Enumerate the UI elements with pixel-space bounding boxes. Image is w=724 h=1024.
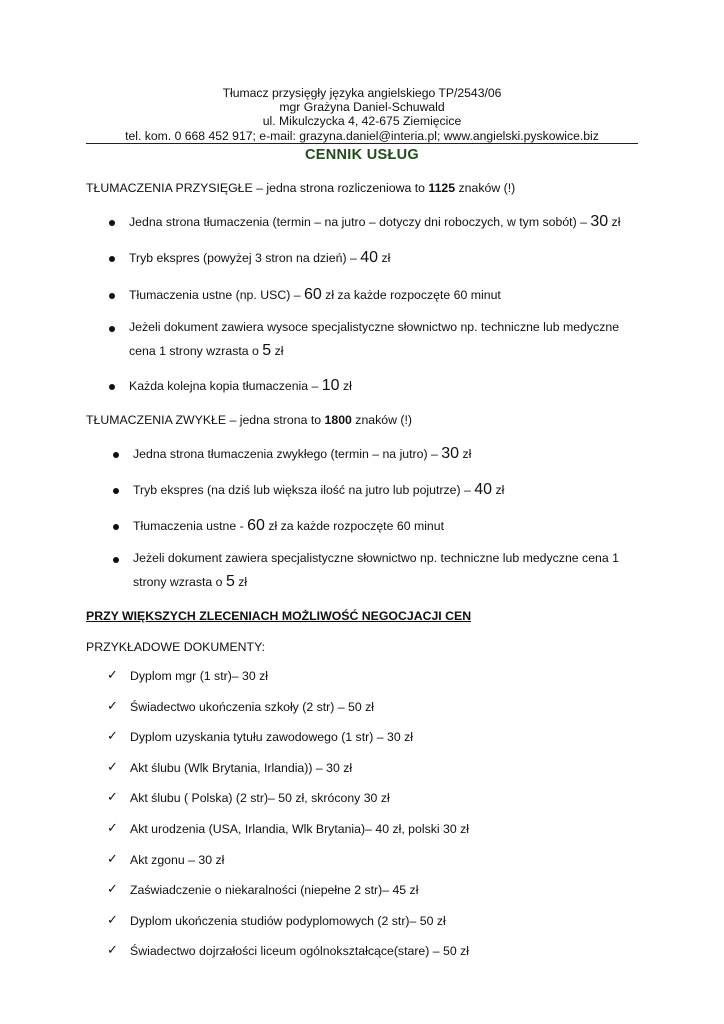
item-unit: zł bbox=[339, 379, 352, 393]
sworn-item-specialist-cont bbox=[129, 342, 284, 360]
page-title: CENNIK USŁUG bbox=[305, 147, 419, 163]
regular-item-specialist-cont bbox=[133, 573, 247, 591]
item-unit: zł bbox=[234, 575, 248, 589]
checkmark-icon: ✓ bbox=[107, 759, 118, 775]
bullet-icon bbox=[113, 524, 119, 530]
item-unit: zł bbox=[492, 483, 505, 497]
bullet-icon bbox=[109, 256, 115, 262]
item-price: 40 bbox=[360, 249, 379, 266]
example-document-item: Dyplom ukończenia studiów podyplomowych (2 str)– 50 zł bbox=[130, 913, 446, 928]
checkmark-icon: ✓ bbox=[107, 851, 118, 867]
translator-header bbox=[86, 86, 638, 143]
item-text: Tłumaczenia ustne - bbox=[133, 519, 248, 533]
sworn-item-standard bbox=[129, 213, 620, 231]
item-text: strony wzrasta o bbox=[133, 575, 226, 589]
sworn-intro-text: TŁUMACZENIA PRZYSIĘGŁE – jedna strona rozliczeniowa to bbox=[86, 181, 429, 195]
header-line-title: Tłumacz przysięgły języka angielskiego TP/2543/06 bbox=[222, 86, 502, 100]
bullet-icon bbox=[113, 488, 119, 494]
checkmark-icon: ✓ bbox=[107, 698, 118, 714]
item-unit: zł za każde rozpoczęte 60 minut bbox=[264, 519, 445, 533]
bullet-icon bbox=[109, 220, 115, 226]
item-price: 60 bbox=[247, 517, 265, 534]
header-line-name: mgr Grażyna Daniel-Schuwald bbox=[279, 100, 445, 115]
item-price: 30 bbox=[590, 213, 609, 230]
example-document-item: Akt zgonu – 30 zł bbox=[130, 852, 225, 867]
item-unit: zł bbox=[459, 447, 472, 461]
regular-intro bbox=[86, 413, 412, 427]
item-text: Każda kolejna kopia tłumaczenia – bbox=[129, 379, 322, 393]
item-price: 5 bbox=[262, 342, 272, 359]
example-document-item: Świadectwo ukończenia szkoły (2 str) – 50 zł bbox=[130, 699, 374, 714]
checkmark-icon: ✓ bbox=[107, 821, 118, 836]
header-line-contact: tel. kom. 0 668 452 917; e-mail: grazyna.daniel@interia.pl; www.angielski.pyskowice.biz bbox=[125, 128, 599, 143]
example-document-item: Zaświadczenie o niekaralności (niepełne 2 str)– 45 zł bbox=[130, 883, 419, 898]
regular-item-standard bbox=[133, 445, 471, 463]
regular-intro-suffix: znaków (!) bbox=[351, 413, 413, 427]
sworn-item-express bbox=[129, 249, 390, 267]
item-unit: zł bbox=[608, 215, 621, 229]
item-text: Tryb ekspres (na dziś lub większa ilość na jutro lub pojutrze) – bbox=[133, 483, 475, 497]
bullet-icon bbox=[113, 557, 119, 563]
bullet-icon bbox=[109, 384, 115, 390]
example-document-item: Świadectwo dojrzałości liceum ogólnokształcące(stare) – 50 zł bbox=[130, 944, 469, 959]
checkmark-icon: ✓ bbox=[107, 912, 118, 928]
sworn-intro-suffix: znaków (!) bbox=[455, 181, 516, 195]
regular-item-express bbox=[133, 481, 504, 499]
checkmark-icon: ✓ bbox=[107, 668, 118, 683]
bullet-icon bbox=[109, 293, 115, 299]
item-price: 40 bbox=[474, 481, 493, 498]
sworn-item-copy bbox=[129, 377, 352, 395]
header-line-address: ul. Mikulczycka 4, 42-675 Ziemięcice bbox=[262, 114, 462, 129]
sworn-item-specialist: Jeżeli dokument zawiera wysoce specjalistyczne słownictwo np. techniczne lub medyczne bbox=[129, 320, 620, 334]
item-price: 10 bbox=[321, 377, 340, 394]
checkmark-icon: ✓ bbox=[107, 943, 118, 959]
item-text: Tryb ekspres (powyżej 3 stron na dzień) – bbox=[129, 251, 361, 265]
regular-item-oral bbox=[133, 517, 444, 535]
example-document-item: Akt ślubu ( Polska) (2 str)– 50 zł, skrócony 30 zł bbox=[130, 791, 390, 806]
bullet-icon bbox=[113, 452, 119, 458]
header-divider bbox=[86, 143, 638, 144]
negotiation-note: PRZY WIĘKSZYCH ZLECENIACH MOŻLIWOŚĆ NEGOCJACJI CEN bbox=[86, 609, 472, 623]
item-unit: zł za każde rozpoczęte 60 minut bbox=[321, 288, 501, 302]
item-unit: zł bbox=[378, 251, 391, 265]
example-document-item: Akt urodzenia (USA, Irlandia, Wlk Brytania)– 40 zł, polski 30 zł bbox=[130, 822, 469, 836]
sworn-intro-number: 1125 bbox=[428, 181, 456, 195]
sworn-item-oral bbox=[129, 286, 501, 304]
item-text: cena 1 strony wzrasta o bbox=[129, 344, 263, 358]
item-unit: zł bbox=[271, 344, 284, 358]
examples-heading: PRZYKŁADOWE DOKUMENTY: bbox=[86, 640, 266, 654]
example-document-item: Dyplom mgr (1 str)– 30 zł bbox=[130, 669, 269, 683]
checkmark-icon: ✓ bbox=[107, 790, 118, 806]
regular-intro-number: 1800 bbox=[324, 413, 352, 427]
item-price: 60 bbox=[303, 286, 322, 303]
sworn-intro bbox=[86, 181, 515, 195]
checkmark-icon: ✓ bbox=[107, 882, 118, 898]
item-text: Jedna strona tłumaczenia zwykłego (termin – na jutro) – bbox=[133, 447, 442, 461]
example-document-item: Dyplom uzyskania tytułu zawodowego (1 str) – 30 zł bbox=[130, 730, 413, 745]
bullet-icon bbox=[109, 326, 115, 332]
checkmark-icon: ✓ bbox=[107, 729, 118, 745]
regular-intro-text: TŁUMACZENIA ZWYKŁE – jedna strona to bbox=[86, 413, 325, 427]
item-text: Tłumaczenia ustne (np. USC) – bbox=[129, 288, 304, 302]
example-document-item: Akt ślubu (Wlk Brytania, Irlandia)) – 30 zł bbox=[130, 760, 353, 775]
regular-item-specialist: Jeżeli dokument zawiera specjalistyczne słownictwo np. techniczne lub medyczne cena 1 bbox=[133, 551, 619, 565]
item-price: 5 bbox=[225, 573, 235, 590]
item-price: 30 bbox=[441, 445, 460, 462]
item-text: Jedna strona tłumaczenia (termin – na jutro – dotyczy dni roboczych, w tym sobót) – bbox=[129, 215, 591, 229]
